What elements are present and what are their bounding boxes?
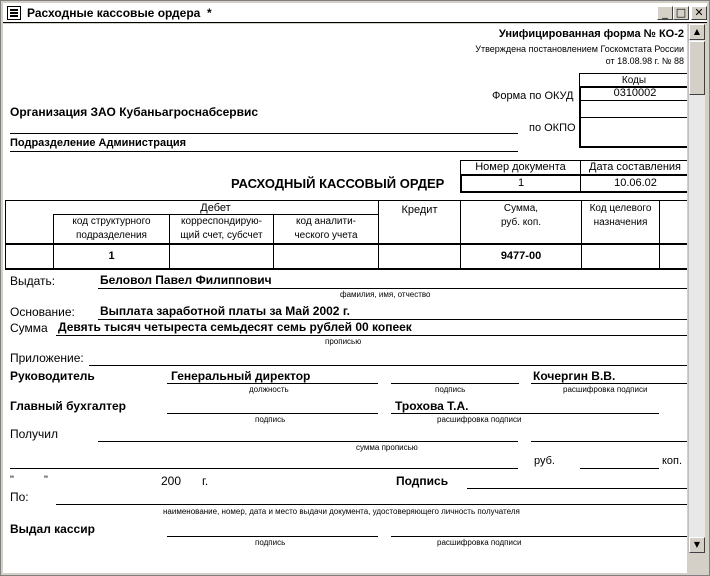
- head-position: Генеральный директор: [171, 369, 311, 383]
- document-page: [3, 24, 687, 573]
- head-label: Руководитель: [10, 369, 95, 383]
- table-bottom: [5, 268, 687, 270]
- year-label: 200: [161, 474, 182, 488]
- sum-label: Сумма: [10, 321, 48, 335]
- sum-value: Девять тысяч четыреста семьдесят семь рублей 00 копеек: [58, 320, 412, 334]
- issue-line: [98, 288, 687, 289]
- date-label: Дата составления: [589, 161, 681, 173]
- close-button[interactable]: ✕: [691, 6, 707, 20]
- vertical-scrollbar[interactable]: [688, 24, 705, 553]
- accountant-name-hint: расшифровка подписи: [437, 415, 522, 424]
- cashier-name-hint: расшифровка подписи: [437, 538, 522, 547]
- codes-header: [579, 73, 687, 87]
- codes-label: Коды: [621, 75, 647, 86]
- date-value: 10.06.02: [614, 177, 657, 189]
- rub-label: руб.: [534, 455, 555, 467]
- received-line-2: [531, 441, 687, 442]
- approved-label: Утверждена постановлением Госкомстата России: [475, 44, 684, 54]
- head-position-line: [167, 383, 378, 384]
- okpo-label: по ОКПО: [529, 122, 576, 134]
- document-icon: [7, 6, 21, 20]
- received-line: [98, 441, 518, 442]
- resize-grip[interactable]: [688, 554, 705, 572]
- approved-date: от 18.08.98 г. № 88: [605, 56, 684, 66]
- issue-label: Выдать:: [10, 274, 56, 288]
- issue-hint: фамилия, имя, отчество: [340, 290, 431, 299]
- head-name-hint: расшифровка подписи: [563, 385, 648, 394]
- number-value: 1: [517, 177, 525, 189]
- struct-header-2: подразделения: [76, 230, 147, 241]
- sum-header-2: руб. коп.: [500, 217, 542, 228]
- window-title: Расходные кассовые ордера *: [27, 6, 212, 20]
- purpose-header-1: Код целевого: [589, 203, 652, 214]
- by-hint: наименование, номер, дата и место выдачи документа, удостоверяющего личность получателя: [163, 507, 520, 516]
- kop-line: [580, 468, 659, 469]
- struct-header-1: код структурного: [72, 216, 151, 227]
- organization: Организация ЗАО Кубаньагроснабсервис: [10, 105, 259, 119]
- quote-open: ": [10, 474, 14, 486]
- signature-label: Подпись: [396, 474, 449, 488]
- sum-header-1: Сумма,: [503, 203, 539, 214]
- subdivision: Подразделение Администрация: [10, 137, 187, 149]
- row-sum-value: 9477-00: [500, 250, 542, 262]
- scroll-up-icon[interactable]: ▲: [689, 24, 705, 40]
- basis-label: Основание:: [10, 305, 75, 319]
- table-col-0: [5, 200, 6, 269]
- issue-value: Беловол Павел Филиппович: [100, 273, 272, 287]
- corr-header-2: щий счет, субсчет: [180, 230, 263, 241]
- minimize-button[interactable]: _: [657, 6, 673, 20]
- table-top-line: [5, 200, 687, 201]
- unified-form-label: Унифицированная форма № КО-2: [498, 28, 684, 40]
- organization-line: [10, 133, 518, 134]
- codes-divider-2: [581, 117, 687, 118]
- quote-close: ": [44, 474, 48, 486]
- accountant-name-line: [391, 413, 659, 414]
- head-name-line: [531, 383, 687, 384]
- cashier-name-line: [391, 536, 687, 537]
- head-sign-line: [391, 383, 519, 384]
- okud-value: 0310002: [613, 87, 657, 99]
- basis-value: Выплата заработной платы за Май 2002 г.: [100, 304, 350, 318]
- received-hint: сумма прописью: [356, 443, 418, 452]
- head-name: Кочергин В.В.: [533, 369, 616, 383]
- accountant-name: Трохова Т.А.: [395, 399, 469, 413]
- purpose-header-2: назначения: [593, 217, 648, 228]
- credit-header: Кредит: [401, 204, 438, 216]
- attachment-label: Приложение:: [10, 351, 84, 365]
- kop-label: коп.: [662, 455, 683, 467]
- table-debit-line: [53, 214, 378, 215]
- by-label: По:: [10, 490, 29, 504]
- cashier-label: Выдал кассир: [10, 522, 95, 536]
- debit-header: Дебет: [200, 202, 231, 214]
- head-sign-hint: подпись: [435, 385, 466, 394]
- maximize-button[interactable]: □: [673, 6, 689, 20]
- row-corr-value: 1: [108, 250, 115, 262]
- codes-divider-1: [581, 100, 687, 101]
- scroll-thumb[interactable]: [689, 41, 705, 95]
- received-line-3: [10, 468, 518, 469]
- year-suffix: г.: [202, 474, 209, 488]
- attachment-line: [89, 365, 687, 366]
- signature-line: [467, 488, 687, 489]
- table-col-7: [659, 200, 660, 269]
- received-label: Получил: [10, 427, 58, 441]
- anal-header-2: ческого учета: [294, 230, 358, 241]
- anal-header-1: код аналити-: [295, 216, 356, 227]
- sum-hint: прописью: [325, 337, 362, 346]
- accountant-label: Главный бухгалтер: [10, 399, 127, 413]
- okud-label: Форма по ОКУД: [492, 90, 574, 102]
- accountant-sign-hint: подпись: [255, 415, 286, 424]
- number-label: Номер документа: [475, 161, 566, 173]
- cashier-sign-hint: подпись: [255, 538, 286, 547]
- table-header-bottom: [5, 243, 687, 245]
- accountant-sign-line: [167, 413, 378, 414]
- head-position-hint: должность: [249, 385, 289, 394]
- document-title: РАСХОДНЫЙ КАССОВЫЙ ОРДЕР: [231, 176, 445, 191]
- scroll-down-icon[interactable]: ▼: [689, 537, 705, 553]
- by-line: [56, 504, 687, 505]
- title-bar[interactable]: [3, 3, 707, 23]
- sum-line: [56, 335, 687, 336]
- cashier-sign-line: [167, 536, 378, 537]
- subdivision-line: [10, 151, 518, 152]
- corr-header-1: корреспондирую-: [181, 216, 262, 227]
